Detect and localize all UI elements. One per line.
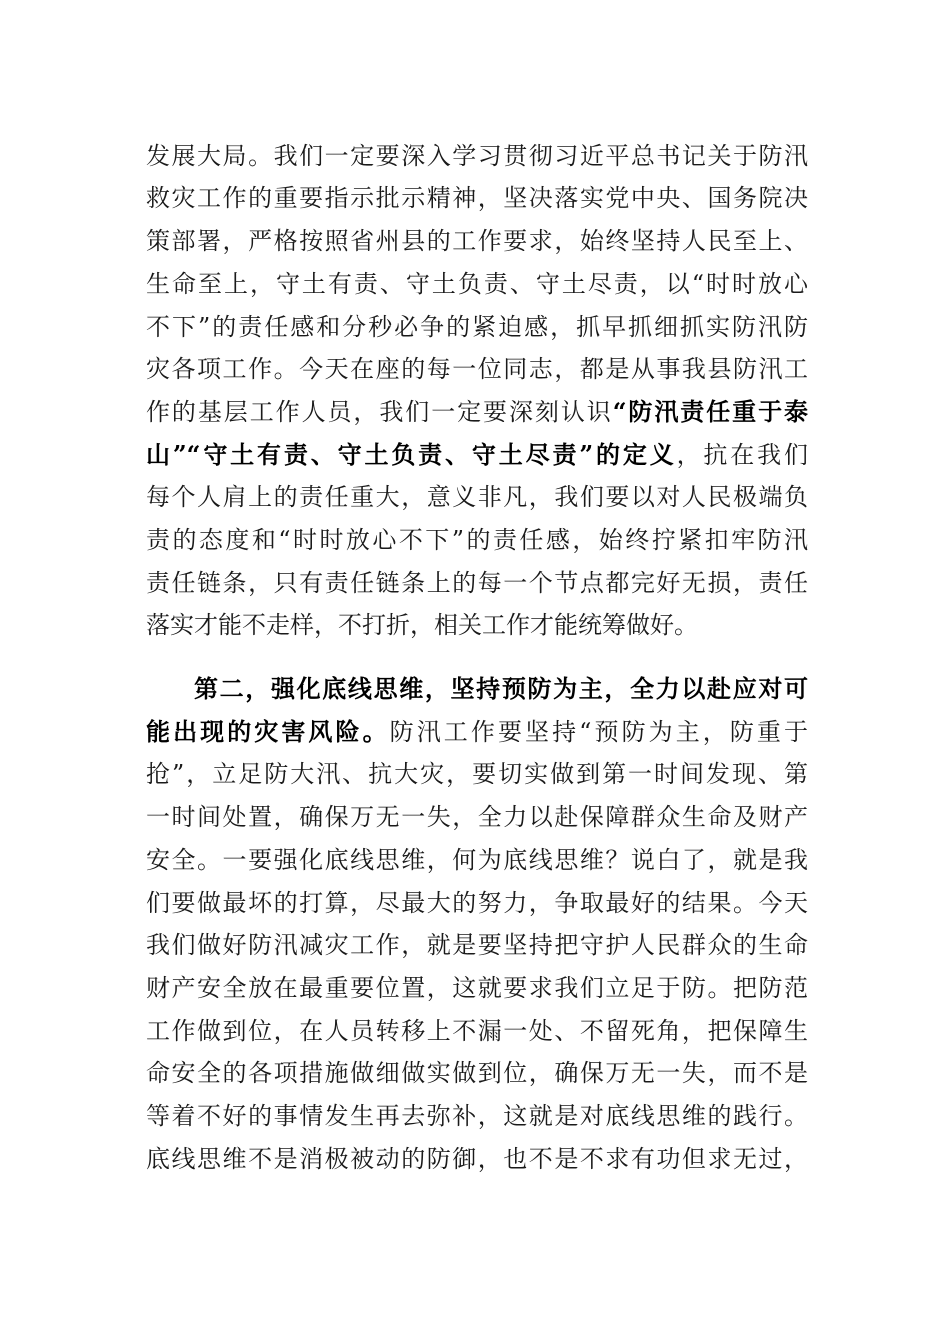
paragraph-line: 生命至上，守土有责、守土负责、守土尽责，以“时时放心 (146, 270, 808, 298)
paragraph-line: 救灾工作的重要指示批示精神，坚决落实党中央、国务院决 (146, 184, 808, 212)
paragraph-line (194, 668, 808, 710)
paragraph-line: 山”“守土有责、守土负责、守土尽责”的定义，抗在我们 (146, 440, 808, 469)
paragraph-line: 能出现的灾害风险。防汛工作要坚持“预防为主，防重于 (146, 717, 808, 746)
paragraph-line: 安全。一要强化底线思维，何为底线思维？说白了，就是我 (146, 846, 808, 874)
paragraph-line: 落实才能不走样，不打折，相关工作才能统筹做好。 (146, 611, 698, 639)
paragraph-line: 责的态度和“时时放心不下”的责任感，始终拧紧扣牢防汛 (146, 526, 808, 554)
paragraph-line: 灾各项工作。今天在座的每一位同志，都是从事我县防汛工 (146, 355, 808, 383)
paragraph-line: 责任链条，只有责任链条上的每一个节点都完好无损，责任 (146, 569, 808, 597)
paragraph-line: 们要做最坏的打算，尽最大的努力，争取最好的结果。今天 (146, 889, 808, 917)
paragraph-line: 我们做好防汛减灾工作，就是要坚持把守护人民群众的生命 (146, 931, 808, 959)
paragraph-line: 底线思维不是消极被动的防御，也不是不求有功但求无过， (146, 1145, 808, 1173)
bold-emphasis: 山”“守土有责、守土负责、守土尽责”的定义 (146, 440, 677, 469)
paragraph-line: 不下”的责任感和分秒必争的紧迫感，抓早抓细抓实防汛防 (146, 313, 808, 341)
paragraph-line: 命安全的各项措施做细做实做到位，确保万无一失，而不是 (146, 1059, 808, 1087)
bold-emphasis: “防汛责任重于泰 (612, 397, 808, 426)
section-heading: 第二，强化底线思维，坚持预防为主，全力以赴应对可 (194, 674, 808, 703)
paragraph-line: 工作做到位，在人员转移上不漏一处、不留死角，把保障生 (146, 1017, 808, 1045)
section-heading: 能出现的灾害风险。 (146, 717, 390, 746)
paragraph-line: 一时间处置，确保万无一失，全力以赴保障群众生命及财产 (146, 803, 808, 831)
paragraph-line: 发展大局。我们一定要深入学习贯彻习近平总书记关于防汛 (146, 142, 808, 170)
paragraph-line: 每个人肩上的责任重大，意义非凡，我们要以对人民极端负 (146, 483, 808, 511)
paragraph-line: 抢”，立足防大汛、抗大灾，要切实做到第一时间发现、第 (146, 760, 808, 788)
paragraph-line: 财产安全放在最重要位置，这就要求我们立足于防。把防范 (146, 974, 808, 1002)
paragraph-line: 等着不好的事情发生再去弥补，这就是对底线思维的践行。 (146, 1102, 808, 1130)
paragraph-line: 作的基层工作人员，我们一定要深刻认识“防汛责任重于泰 (146, 397, 808, 426)
paragraph-line: 策部署，严格按照省州县的工作要求，始终坚持人民至上、 (146, 227, 808, 255)
